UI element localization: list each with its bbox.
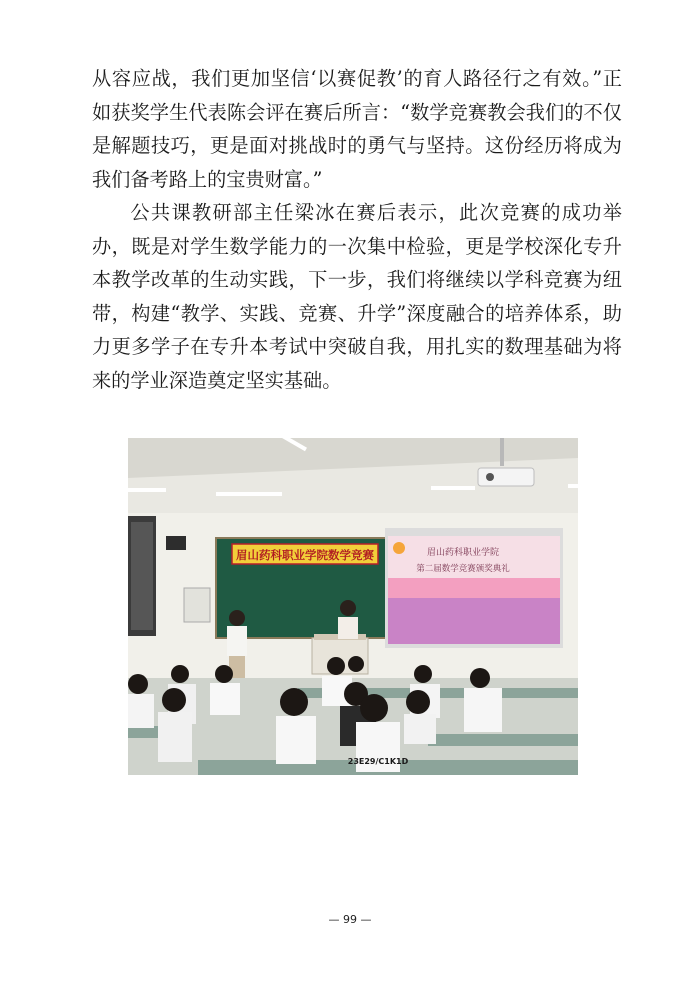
body-text [92,62,622,397]
desk [428,734,578,746]
speaker-presenter [229,610,245,626]
paragraph-director-remarks: 公共课教研部主任梁冰在赛后表示，此次竞赛的成功举办，既是对学生数学能力的一次集中检验，更是学校深化专升本教学改革的生动实践，下一步，我们将继续以学科竞赛为纽带，构建“教学、实践、竞赛、升学”深度融合的培养体系，助力更多学子在专升本考试中突破自我，用扎实的数理基础为将来的学业深造奠定坚实基础。 [92,201,622,392]
banner-text: 眉山药科职业学院数学竞赛 [236,548,374,562]
host-presenter [340,600,356,616]
college-logo [393,542,405,554]
ceiling-light [216,492,282,496]
speaker [166,536,186,550]
screen-title: 眉山药科职业学院 [426,548,500,558]
ceiling-light [431,486,475,490]
electrical-box [184,588,210,622]
classroom-photo [128,438,578,775]
classroom-scene [128,438,578,775]
page-number: — 99 — [328,913,372,926]
ceiling-light [568,484,578,488]
screen-subtitle: 第二届数学竞赛颁奖典礼 [416,564,510,574]
paragraph-quote: 从容应战，我们更加坚信‘以赛促教’的育人路径行之有效。”正如获奖学生代表陈会评在赛后所言：“数学竞赛教会我们的不仅是解题技巧，更是面对挑战时的勇气与坚持。这份经历将成为我们备考路上的宝贵财富。” [92,67,622,191]
shirt-text: 23E29/C1K1D [347,757,409,766]
ceiling-light [128,488,166,492]
